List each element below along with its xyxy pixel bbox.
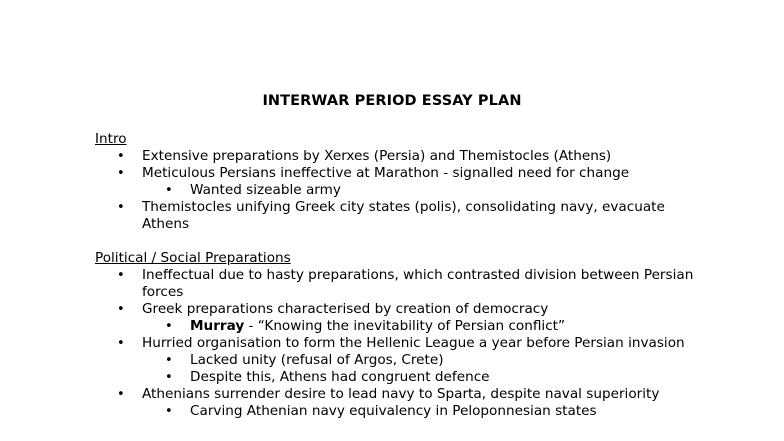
section-heading-political-social: Political / Social Preparations [95, 250, 291, 266]
section-spacer [95, 233, 715, 250]
document-body [95, 131, 715, 420]
list-item: • Meticulous Persians ineffective at Marathon - signalled need for change [95, 165, 715, 182]
list-item: • Greek preparations characterised by creation of democracy [95, 301, 715, 318]
document-title: INTERWAR PERIOD ESSAY PLAN [262, 93, 522, 109]
bullet-list-intro [95, 148, 715, 233]
sub-list-item: • Lacked unity (refusal of Argos, Crete) [95, 352, 715, 369]
quote-text: - “Knowing the inevitability of Persian conflict” [244, 318, 566, 334]
sub-list-item: • Carving Athenian navy equivalency in Peloponnesian states [95, 403, 715, 420]
list-item: • Ineffectual due to hasty preparations, which contrasted division between Persian forces [95, 267, 715, 301]
bullet-list-political-social [95, 267, 715, 420]
list-item: • Extensive preparations by Xerxes (Persia) and Themistocles (Athens) [95, 148, 715, 165]
list-item: • Themistocles unifying Greek city states (polis), consolidating navy, evacuate Athens [95, 199, 715, 233]
section-heading-intro: Intro [95, 131, 127, 147]
sub-list-item [95, 318, 715, 335]
sub-list-item: • Despite this, Athens had congruent defence [95, 369, 715, 386]
list-item: • Athenians surrender desire to lead navy to Sparta, despite naval superiority [95, 386, 715, 403]
sub-list-item: • Wanted sizeable army [95, 182, 715, 199]
list-item: • Hurried organisation to form the Hellenic League a year before Persian invasion [95, 335, 715, 352]
cited-author: Murray [190, 318, 245, 334]
